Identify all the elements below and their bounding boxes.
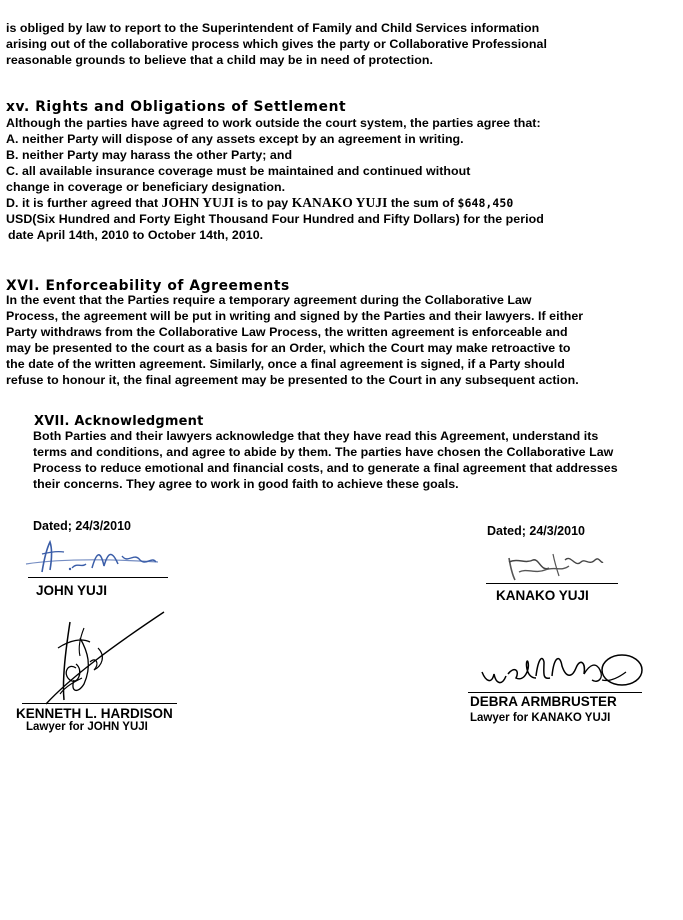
text-line: Both Parties and their lawyers acknowledge that they have read this Agreement, understand its <box>33 429 599 443</box>
text-line: may be presented to the court as a basis for an Order, which the Court may make retroactive to <box>6 341 571 355</box>
text-line: C. all available insurance coverage must be maintained and continued without <box>6 164 471 178</box>
clause-d-line <box>6 195 672 211</box>
text-line: arising out of the collaborative process which gives the party or Collaborative Professional <box>6 37 547 51</box>
payee-name: KANAKO YUJI <box>291 195 388 210</box>
payer-name: JOHN YUJI <box>161 195 234 210</box>
intro-paragraph <box>6 20 672 68</box>
left-lawyer-name: KENNETH L. HARDISON <box>16 706 173 721</box>
section-15-heading: xv. Rights and Obligations of Settlement <box>6 99 347 115</box>
right-party-signature-line <box>486 583 618 584</box>
left-lawyer-signature-line <box>22 703 177 704</box>
clause-d-mid: is to pay <box>234 196 292 210</box>
text-line: Party withdraws from the Collaborative Law Process, the written agreement is enforceable and <box>6 325 568 339</box>
left-party-date: Dated; 24/3/2010 <box>33 519 131 533</box>
text-line: A. neither Party will dispose of any assets except by an agreement in writing. <box>6 132 464 146</box>
text-line: USD(Six Hundred and Forty Eight Thousand Four Hundred and Fifty Dollars) for the period <box>6 212 544 226</box>
text-line: refuse to honour it, the final agreement may be presented to the Court in any subsequent action. <box>6 373 579 387</box>
kenneth-hardison-signature <box>40 608 170 708</box>
text-line: the date of the written agreement. Similarly, once a final agreement is signed, if a Party should <box>6 357 565 371</box>
john-yuji-signature <box>22 538 162 578</box>
text-line: Although the parties have agreed to work outside the court system, the parties agree that: <box>6 116 541 130</box>
text-line: terms and conditions, and agree to abide by them. The parties have chosen the Collaborative Law <box>33 445 614 459</box>
right-lawyer-role: Lawyer for KANAKO YUJI <box>470 712 611 724</box>
text-line: date April 14th, 2010 to October 14th, 2010. <box>8 228 264 242</box>
kanako-yuji-signature <box>505 550 605 584</box>
right-party-date: Dated; 24/3/2010 <box>487 524 585 538</box>
text-line: change in coverage or beneficiary designation. <box>6 180 286 194</box>
text-line: Process, the agreement will be put in writing and signed by the Parties and their lawyers. If either <box>6 309 584 323</box>
clause-d-sum-text: the sum of <box>387 196 458 210</box>
text-line: In the event that the Parties require a temporary agreement during the Collaborative Law <box>6 293 532 307</box>
left-lawyer-role: Lawyer for JOHN YUJI <box>26 721 148 733</box>
section-16-heading: XVI. Enforceability of Agreements <box>6 278 290 294</box>
amount: $648,450 <box>457 196 514 210</box>
clause-d-prefix: D. it is further agreed that <box>6 196 162 210</box>
section-17-body <box>33 428 673 492</box>
right-lawyer-signature-line <box>468 692 642 693</box>
debra-armbruster-signature <box>480 648 646 692</box>
text-line: Process to reduce emotional and financial costs, and to generate a final agreement that addresses <box>33 461 618 475</box>
left-party-name: JOHN YUJI <box>36 583 108 598</box>
section-16-body <box>6 292 672 388</box>
section-15-body <box>6 115 672 243</box>
text-line: B. neither Party may harass the other Party; and <box>6 148 293 162</box>
right-lawyer-name: DEBRA ARMBRUSTER <box>470 694 617 709</box>
text-line: their concerns. They agree to work in good faith to achieve these goals. <box>33 477 459 491</box>
text-line: is obliged by law to report to the Superintendent of Family and Child Services information <box>6 21 540 35</box>
section-17-heading: XVII. Acknowledgment <box>34 414 204 429</box>
left-party-signature-line <box>28 577 168 578</box>
right-party-name: KANAKO YUJI <box>496 588 589 603</box>
text-line: reasonable grounds to believe that a child may be in need of protection. <box>6 53 434 67</box>
